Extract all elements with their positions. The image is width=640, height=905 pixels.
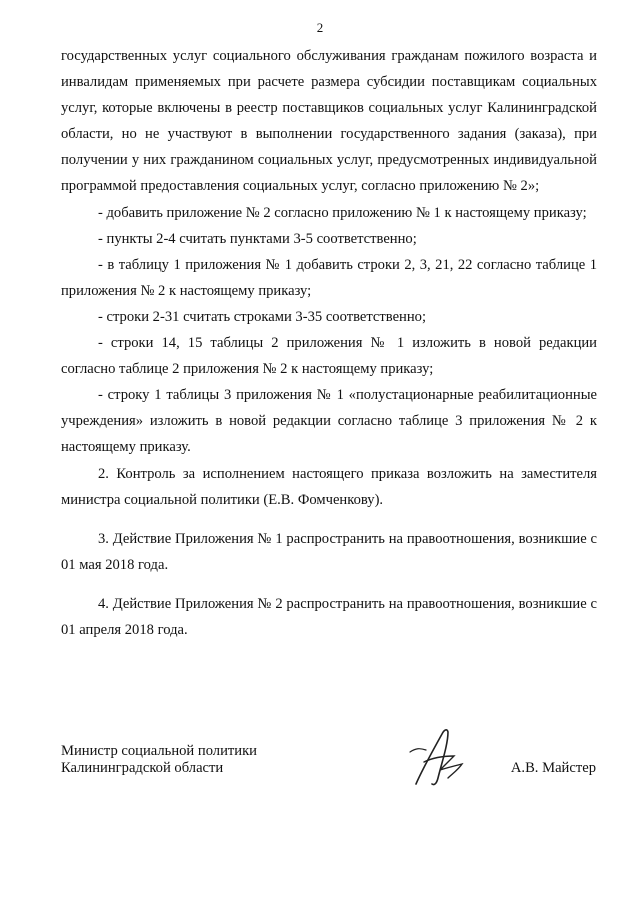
document-body — [61, 43, 597, 643]
page-number: 2 — [316, 20, 324, 35]
numbered-paragraph: 4. Действие Приложения № 2 распространить на правоотношения, возникшие с 01 апреля 2018 года. — [61, 595, 597, 638]
list-item: - добавить приложение № 2 согласно приложению № 1 к настоящему приказу; — [98, 204, 587, 221]
list-item: - строки 14, 15 таблицы 2 приложения № 1 изложить в новой редакции согласно таблице 2 приложения № 2 к настоящему приказу; — [61, 335, 597, 378]
list-item: - строки 2-31 считать строками 3-35 соответственно; — [98, 308, 427, 325]
list-item: - пункты 2-4 считать пунктами 3-5 соответственно; — [98, 230, 417, 247]
list-item: - в таблицу 1 приложения № 1 добавить строки 2, 3, 21, 22 согласно таблице 1 приложения № 2 к настоящему приказу; — [61, 256, 597, 299]
handwritten-signature — [402, 722, 472, 792]
signatory-name: А.В. Майстер — [510, 760, 596, 776]
numbered-paragraph: 3. Действие Приложения № 1 распространить на правоотношения, возникшие с 01 мая 2018 года. — [61, 530, 597, 573]
paragraph-continuation: государственных услуг социального обслуживания гражданам пожилого возраста и инвалидам применяемых при расчете размера субсидии поставщикам социальных услуг, которые включены в реестр поставщиков социальных услуг Калининградской области, но не участвуют в выполнении государственного задания (заказа), при получении у них гражданином социальных услуг, предусмотренных индивидуальной программой предоставления социальных услуг, согласно приложению № 2»; — [61, 48, 597, 195]
position-line: Калининградской области — [61, 760, 224, 776]
signatory-position — [61, 743, 257, 777]
numbered-paragraph: 2. Контроль за исполнением настоящего приказа возложить на заместителя министра социальной политики (Е.В. Фомченкову). — [61, 465, 597, 508]
position-line: Министр социальной политики — [61, 743, 257, 759]
list-item: - строку 1 таблицы 3 приложения № 1 «полустационарные реабилитационные учреждения» изложить в новой редакции согласно таблице 3 приложения № 2 к настоящему приказу. — [61, 387, 597, 456]
